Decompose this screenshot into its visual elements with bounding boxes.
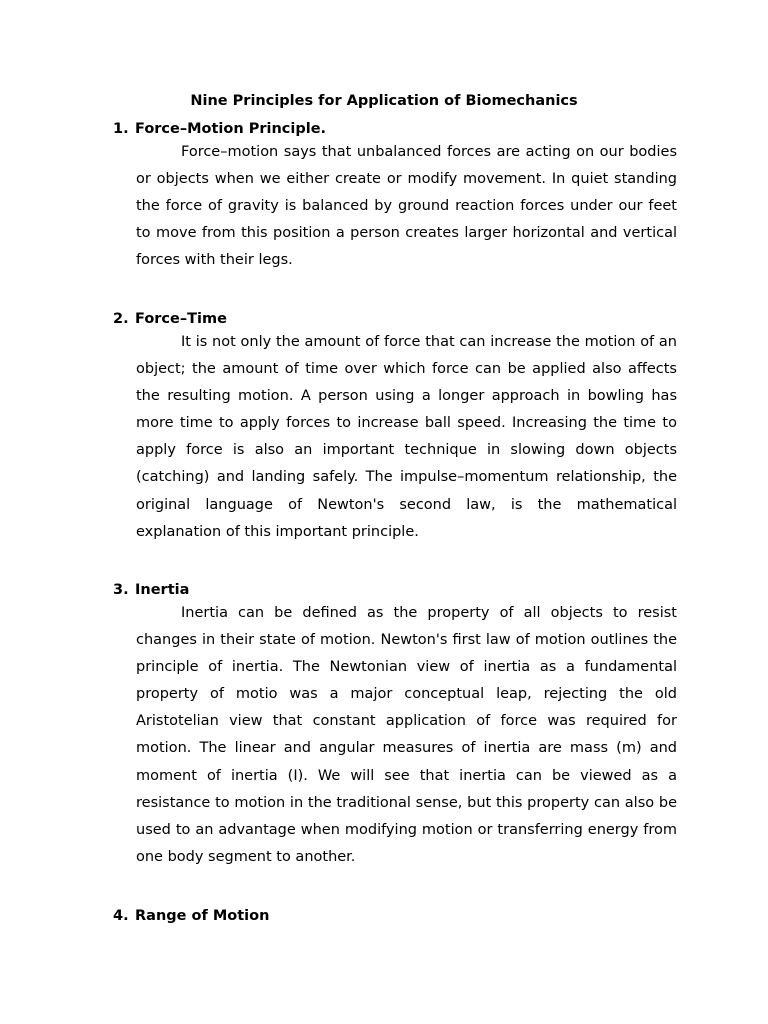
section-body: Force–motion says that unbalanced forces are acting on our bodies or objects when we either create or modify movement. In quiet standing the force of gravity is balanced by ground reaction forces under our feet to move from this position a person creates larger horizontal and vertical forces with their legs. [136, 144, 677, 269]
section-number: 4. [113, 908, 129, 924]
section-number: 3. [113, 582, 129, 598]
section-heading [113, 906, 269, 926]
section-heading [113, 580, 189, 600]
section-title: Force–Time [135, 311, 227, 327]
section-number: 1. [113, 121, 129, 137]
section-title: Force–Motion Principle. [135, 121, 327, 137]
section-title: Range of Motion [135, 908, 270, 924]
section-body: It is not only the amount of force that can increase the motion of an object; the amount of time over which force can be applied also affects the resulting motion. A person using a longer approach in bowling has more time to apply forces to increase ball speed. Increasing the time to apply force is also an important technique in slowing down objects (catching) and landing safely. The impulse–momentum relationship, the original language of Newton's second law, is the mathematical explanation of this important principle. [136, 334, 677, 540]
section-title: Inertia [135, 582, 190, 598]
document-title: Nine Principles for Application of Biomechanics [190, 93, 578, 109]
section-heading [113, 309, 227, 329]
section-number: 2. [113, 311, 129, 327]
section-heading [113, 119, 326, 139]
section-body: Inertia can be defined as the property of all objects to resist changes in their state of motion. Newton's first law of motion outlines the principle of inertia. The Newtonian view of inertia as a fundamental property of motio was a major conceptual leap, rejecting the old Aristotelian view that constant application of force was required for motion. The linear and angular measures of inertia are mass (m) and moment of inertia (I). We will see that inertia can be viewed as a resistance to motion in the traditional sense, but this property can also be used to an advantage when modifying motion or transferring energy from one body segment to another. [136, 605, 677, 865]
